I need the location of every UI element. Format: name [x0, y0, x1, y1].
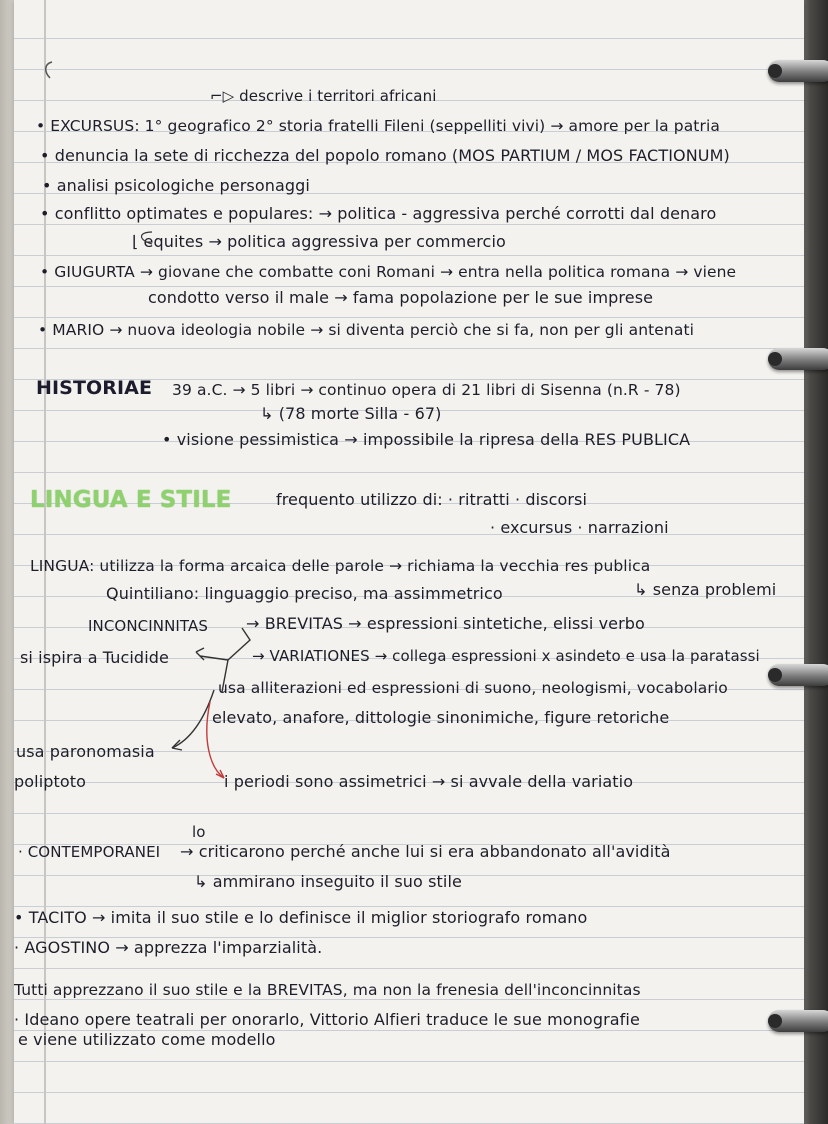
note-line: · CONTEMPORANEI: [18, 843, 161, 861]
section-title-historiae: HISTORIAE: [36, 377, 153, 399]
note-line: lo: [192, 823, 206, 841]
note-line: ⌊ equites → politica aggressiva per commercio: [132, 232, 506, 251]
note-line: frequento utilizzo di: · ritratti · discorsi: [276, 490, 588, 509]
note-line: ↳ (78 morte Silla - 67): [260, 404, 442, 423]
note-line: ⌐▷ descrive i territori africani: [210, 87, 437, 105]
note-line: • conflitto optimates e populares: → politica - aggressiva perché corrotti dal denaro: [40, 204, 717, 223]
note-line: INCONCINNITAS: [88, 617, 208, 635]
note-line: Quintiliano: linguaggio preciso, ma assimmetrico: [106, 584, 503, 603]
notebook-page: [14, 0, 804, 1124]
note-line: → criticarono perché anche lui si era abbandonato all'avidità: [180, 842, 671, 861]
connector-arrows: [14, 0, 804, 1124]
note-line: usa paronomasia: [16, 742, 155, 761]
note-line: · Ideano opere teatrali per onorarlo, Vittorio Alfieri traduce le sue monografie: [14, 1010, 640, 1029]
section-title-lingua-stile: LINGUA E STILE: [30, 487, 232, 513]
note-line: elevato, anafore, dittologie sinonimiche, figure retoriche: [212, 708, 670, 727]
note-line: ↳ senza problemi: [634, 580, 777, 599]
binder-ring-lower: [768, 664, 828, 686]
note-line: poliptoto: [14, 772, 87, 791]
binder-ring-top: [768, 60, 828, 82]
note-line: • TACITO → imita il suo stile e lo definisce il miglior storiografo romano: [14, 908, 588, 927]
note-line: usa alliterazioni ed espressioni di suono, neologismi, vocabolario: [218, 679, 728, 697]
note-line: e viene utilizzato come modello: [18, 1030, 276, 1049]
note-line: i periodi sono assimetrici → si avvale della variatio: [224, 772, 634, 791]
note-line: ↳ ammirano inseguito il suo stile: [194, 872, 462, 891]
note-line: → VARIATIONES → collega espressioni x asindeto e usa la paratassi: [252, 647, 760, 665]
note-line: · excursus · narrazioni: [490, 518, 669, 537]
note-line: 39 a.C. → 5 libri → continuo opera di 21 libri di Sisenna (n.R - 78): [172, 381, 681, 399]
note-line: condotto verso il male → fama popolazione per le sue imprese: [148, 288, 654, 307]
note-line: • GIUGURTA → giovane che combatte coni Romani → entra nella politica romana → viene: [40, 263, 737, 281]
binder-ring-bottom: [768, 1010, 828, 1032]
note-line: si ispira a Tucidide: [20, 648, 169, 667]
note-line: · AGOSTINO → apprezza l'imparzialità.: [14, 938, 323, 957]
note-line: • EXCURSUS: 1° geografico 2° storia fratelli Fileni (seppelliti vivi) → amore per la patria: [36, 117, 720, 135]
binder-ring-middle: [768, 348, 828, 370]
note-line: • MARIO → nuova ideologia nobile → si diventa perciò che si fa, non per gli antenati: [38, 321, 695, 339]
note-line: • visione pessimistica → impossibile la ripresa della RES PUBLICA: [162, 430, 691, 449]
note-line: LINGUA: utilizza la forma arcaica delle parole → richiama la vecchia res publica: [30, 557, 651, 575]
note-line: • denuncia la sete di ricchezza del popolo romano (MOS PARTIUM / MOS FACTIONUM): [40, 146, 730, 165]
note-line: • analisi psicologiche personaggi: [42, 176, 310, 195]
note-line: Tutti apprezzano il suo stile e la BREVITAS, ma non la frenesia dell'inconcinnitas: [14, 981, 641, 999]
note-line: → BREVITAS → espressioni sintetiche, elissi verbo: [246, 614, 645, 633]
